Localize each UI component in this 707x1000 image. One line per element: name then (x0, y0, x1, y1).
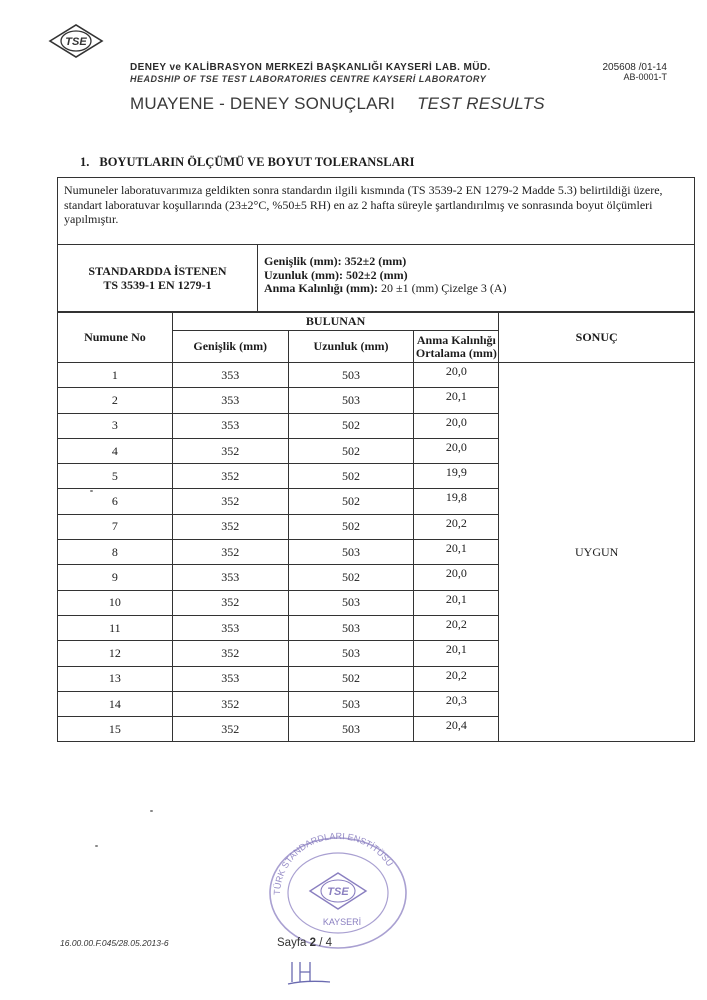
length-cell: 503 (288, 540, 414, 565)
width-cell: 353 (172, 388, 288, 413)
form-reference: 16.00.00.F.045/28.05.2013-6 (60, 938, 169, 948)
sample-no-cell: 6 (58, 489, 173, 514)
width-cell: 352 (172, 590, 288, 615)
length-cell: 503 (288, 641, 414, 666)
tse-logo-icon (46, 22, 106, 60)
thickness-cell: 20,1 (414, 388, 499, 413)
width-cell: 353 (172, 565, 288, 590)
thickness-cell: 20,3 (414, 691, 499, 716)
page-current: 2 (309, 937, 317, 949)
page-title (130, 94, 545, 114)
sample-no-cell: 15 (58, 717, 173, 742)
width-cell: 353 (172, 615, 288, 640)
sample-no-cell: 11 (58, 615, 173, 640)
sample-no-cell: 5 (58, 464, 173, 489)
sample-no-cell: 13 (58, 666, 173, 691)
scan-speck (95, 845, 98, 847)
sample-no-cell: 9 (58, 565, 173, 590)
standard-thickness: Anma Kalınlığı (mm): 20 ±1 (mm) Çizelge 3 (A) (264, 281, 507, 295)
thickness-cell: 20,1 (414, 540, 499, 565)
standard-length: Uzunluk (mm): 502±2 (mm) (264, 267, 408, 282)
header-thickness: Anma Kalınlığı Ortalama (mm) (414, 331, 499, 363)
standard-width: Genişlik (mm): 352±2 (mm) (264, 254, 407, 268)
signature-icon (286, 958, 336, 988)
sample-no-cell: 7 (58, 514, 173, 539)
standard-values (264, 255, 507, 296)
length-cell: 502 (288, 438, 414, 463)
intro-paragraph: Numuneler laboratuvarımıza geldikten sonra standardın ilgili kısmında (TS 3539-2 EN 1279-2 Madde 5.3) belirtildiği üzere, standart laboratuvar koşullarında (23±2°C, %50±5 RH) en az 2 hafta süreyle şartlandırılmış ve sonrasında boyut ölçümleri yapılmıştır. (57, 177, 695, 245)
length-cell: 503 (288, 691, 414, 716)
sample-no-cell: 8 (58, 540, 173, 565)
table-row (58, 363, 695, 388)
sample-no-cell: 10 (58, 590, 173, 615)
thickness-cell: 20,0 (414, 565, 499, 590)
width-cell: 352 (172, 691, 288, 716)
sample-no-cell: 14 (58, 691, 173, 716)
organization-name-tr: DENEY ve KALİBRASYON MERKEZİ BAŞKANLIĞI KAYSERİ LAB. MÜD. (130, 62, 491, 73)
page-total: 4 (325, 937, 333, 949)
report-number: 205608 /01-14 (602, 62, 667, 73)
svg-text:KAYSERİ: KAYSERİ (322, 917, 362, 927)
standard-label (58, 244, 258, 311)
width-cell: 353 (172, 666, 288, 691)
sample-no-cell: 4 (58, 438, 173, 463)
thickness-cell: 20,4 (414, 717, 499, 742)
page-indicator: Sayfa 2 / 4 (277, 937, 333, 949)
form-code: AB-0001-T (623, 72, 667, 82)
organization-name-en: HEADSHIP OF TSE TEST LABORATORIES CENTRE KAYSERİ LABORATORY (130, 74, 487, 84)
width-cell: 352 (172, 540, 288, 565)
title-en: TEST RESULTS (417, 94, 545, 113)
thickness-cell: 20,2 (414, 514, 499, 539)
thickness-cell: 20,2 (414, 666, 499, 691)
width-cell: 352 (172, 464, 288, 489)
section-heading (80, 155, 415, 170)
length-cell: 502 (288, 514, 414, 539)
sample-no-cell: 1 (58, 363, 173, 388)
width-cell: 352 (172, 489, 288, 514)
length-cell: 503 (288, 717, 414, 742)
sample-no-cell: 12 (58, 641, 173, 666)
width-cell: 352 (172, 438, 288, 463)
length-cell: 502 (288, 413, 414, 438)
result-cell: UYGUN (499, 363, 695, 742)
length-cell: 503 (288, 615, 414, 640)
width-cell: 353 (172, 363, 288, 388)
thickness-cell: 19,8 (414, 489, 499, 514)
thickness-cell: 20,0 (414, 363, 499, 388)
thickness-cell: 19,9 (414, 464, 499, 489)
header-found: BULUNAN (172, 313, 499, 331)
sample-no-cell: 3 (58, 413, 173, 438)
svg-text:TÜRK STANDARDLARI ENSTİTÜSÜ: TÜRK STANDARDLARI ENSTİTÜSÜ (271, 830, 395, 896)
thickness-cell: 20,1 (414, 590, 499, 615)
length-cell: 503 (288, 388, 414, 413)
thickness-cell: 20,0 (414, 413, 499, 438)
thickness-cell: 20,0 (414, 438, 499, 463)
length-cell: 502 (288, 489, 414, 514)
length-cell: 502 (288, 464, 414, 489)
svg-text:TSE: TSE (327, 886, 349, 898)
width-cell: 352 (172, 514, 288, 539)
svg-text:TSE: TSE (65, 36, 87, 48)
length-cell: 503 (288, 590, 414, 615)
length-cell: 503 (288, 363, 414, 388)
official-stamp-icon (262, 825, 414, 950)
header-sample-no: Numune No (58, 313, 173, 363)
standard-label-line2: TS 3539-1 EN 1279-1 (103, 277, 212, 292)
standard-label-line1: STANDARDDA İSTENEN (88, 263, 227, 278)
standard-requirements (57, 244, 695, 312)
section-number: 1. (80, 155, 90, 169)
width-cell: 352 (172, 641, 288, 666)
length-cell: 502 (288, 565, 414, 590)
results-table (57, 312, 695, 742)
length-cell: 502 (288, 666, 414, 691)
thickness-cell: 20,2 (414, 615, 499, 640)
title-tr: MUAYENE - DENEY SONUÇLARI (130, 94, 396, 113)
thickness-cell: 20,1 (414, 641, 499, 666)
header-width: Genişlik (mm) (172, 331, 288, 363)
scan-speck (150, 810, 153, 812)
width-cell: 352 (172, 717, 288, 742)
sample-no-cell: 2 (58, 388, 173, 413)
scan-speck (90, 490, 93, 492)
header-length: Uzunluk (mm) (288, 331, 414, 363)
width-cell: 353 (172, 413, 288, 438)
section-title: BOYUTLARIN ÖLÇÜMÜ VE BOYUT TOLERANSLARI (99, 155, 415, 169)
header-result: SONUÇ (499, 313, 695, 363)
